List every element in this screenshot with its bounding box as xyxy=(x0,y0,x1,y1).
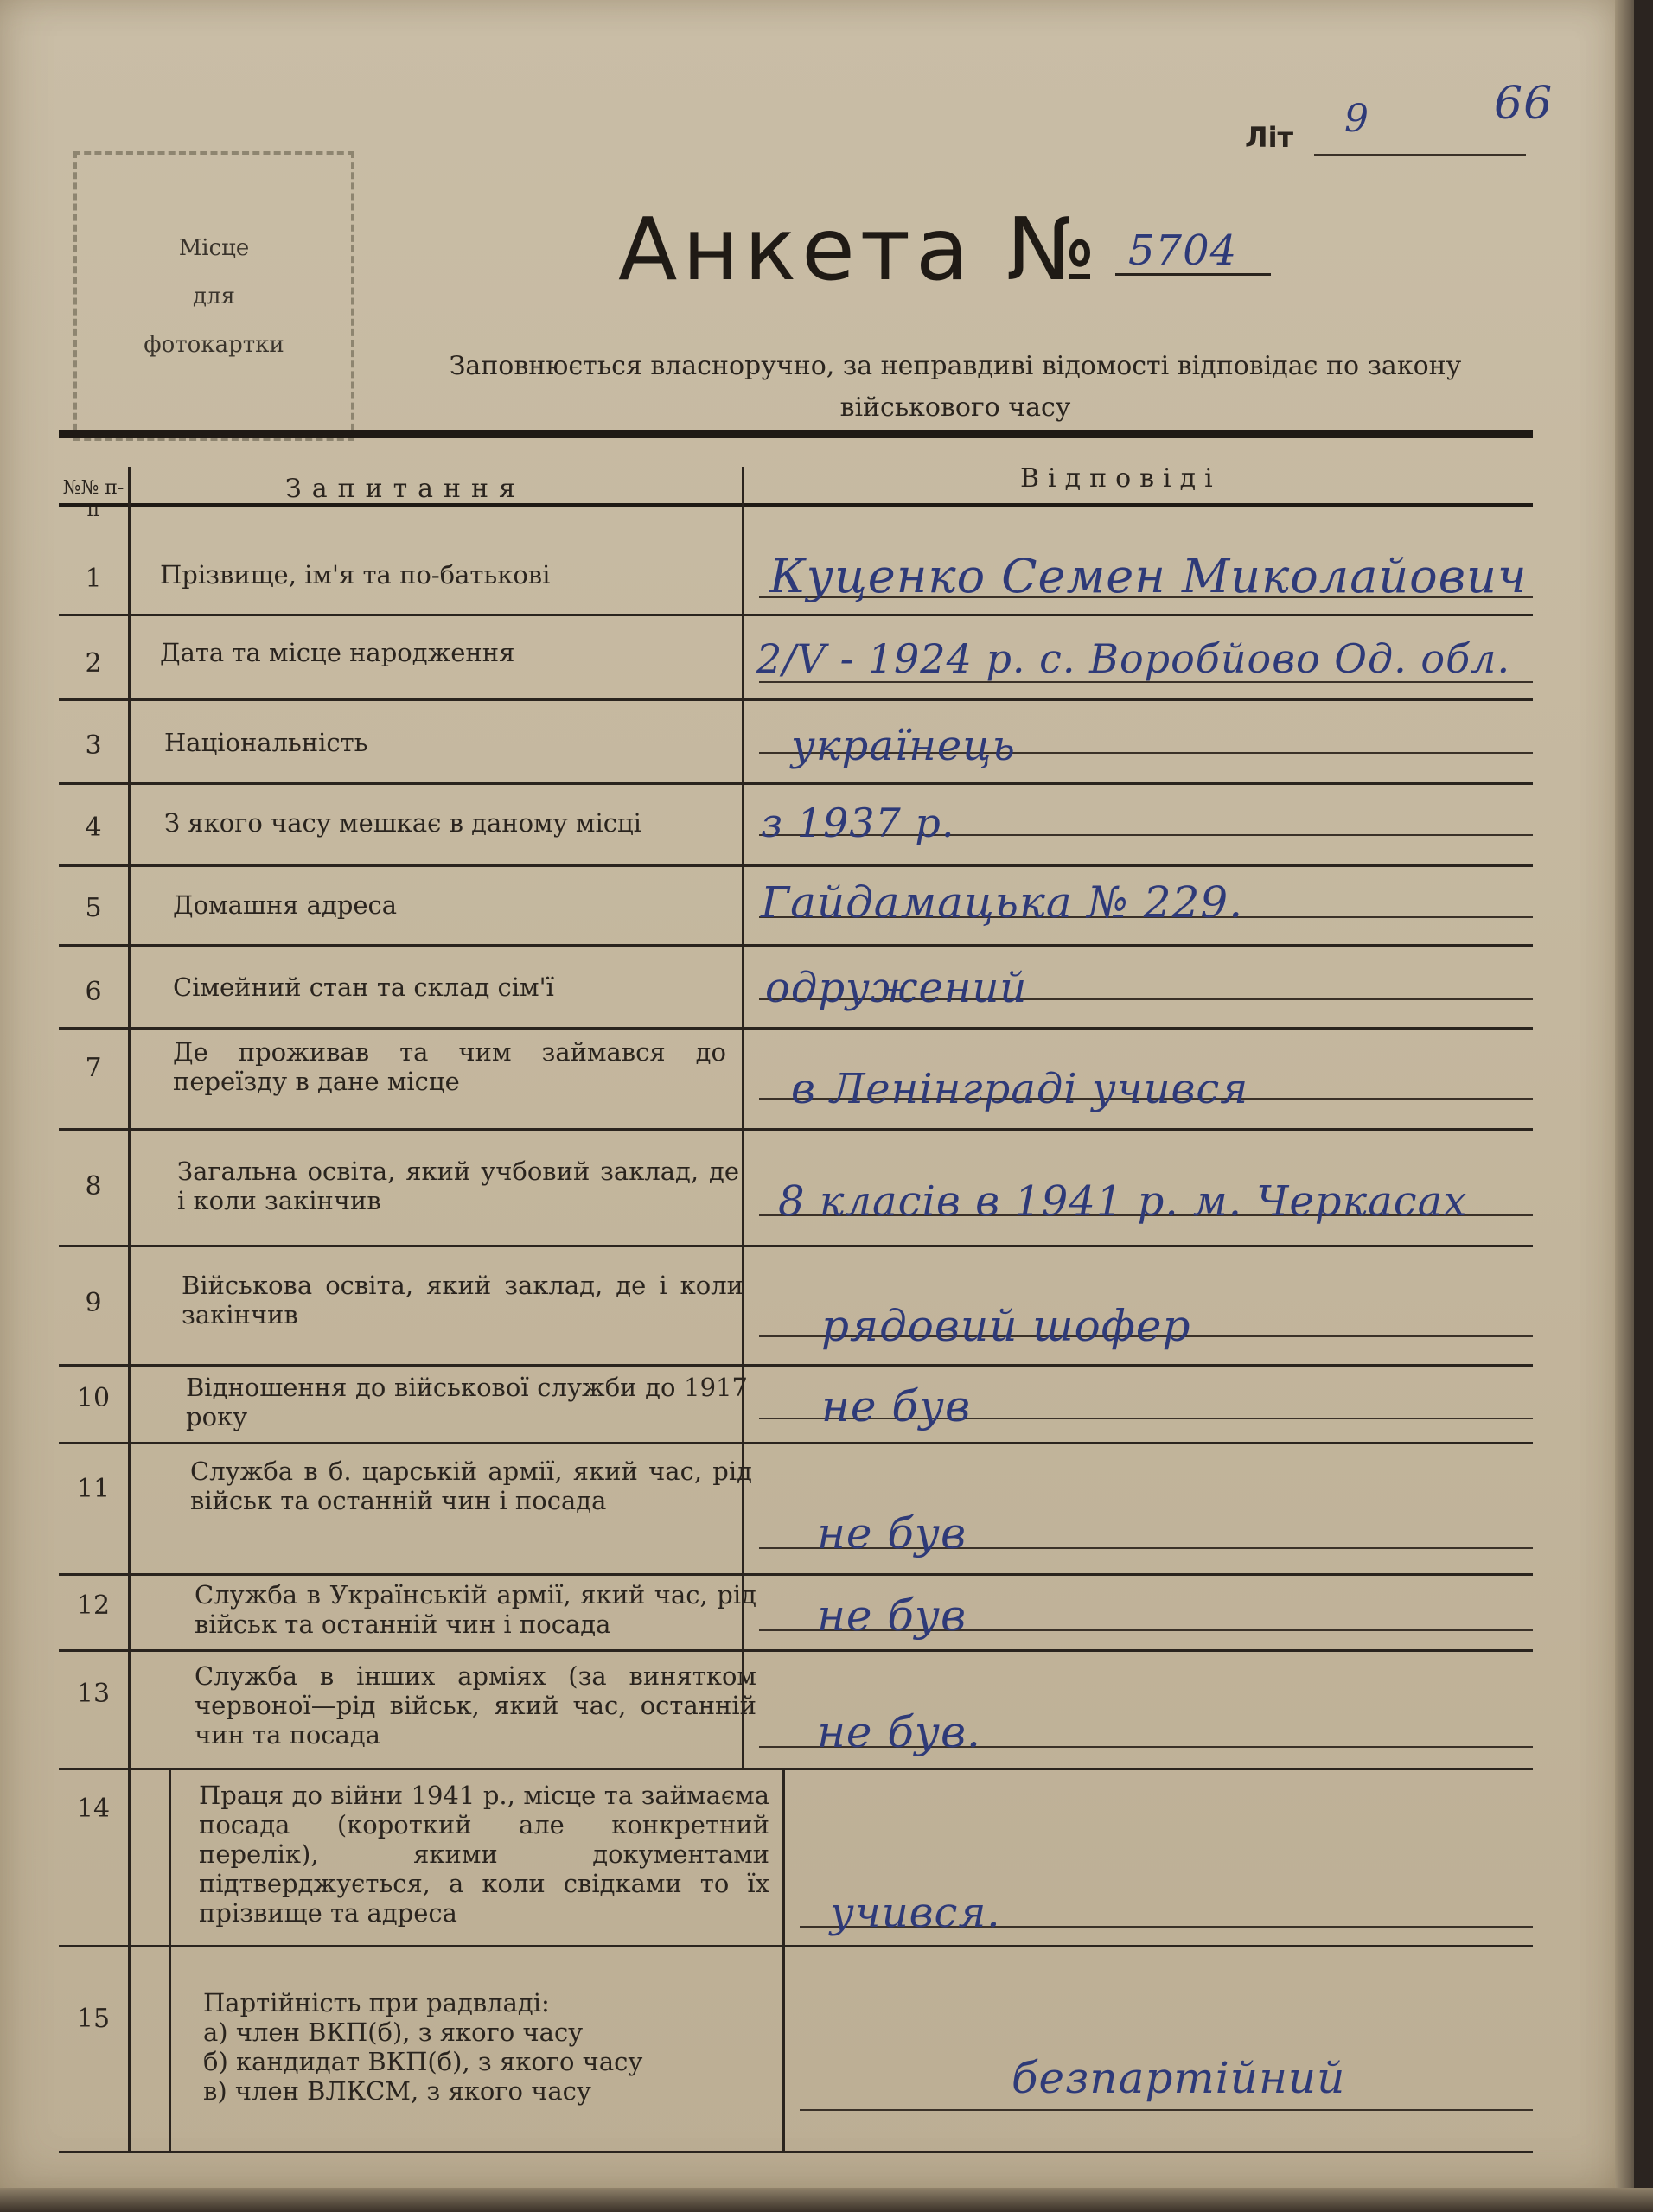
row-question: Партійність при радвладі: xyxy=(203,1988,550,2018)
page-title: Анкета № xyxy=(618,199,1102,300)
row-number: 6 xyxy=(85,977,102,1007)
row-answer: рядовий шофер xyxy=(821,1301,1191,1351)
answer-underline xyxy=(800,2109,1533,2111)
row-separator xyxy=(59,1027,1533,1030)
row-question-option: б) кандидат ВКП(б), з якого часу xyxy=(203,2047,643,2076)
row-number: 12 xyxy=(76,1590,111,1621)
column-header-question: Запитання xyxy=(285,474,526,504)
paper-edge xyxy=(1615,0,1634,2212)
row-answer: не був xyxy=(821,1381,972,1431)
row-number: 8 xyxy=(85,1171,102,1202)
row-answer: 8 класів в 1941 р. м. Черкасах xyxy=(778,1177,1468,1226)
page-bottom-edge xyxy=(0,2188,1653,2212)
row-separator xyxy=(59,944,1533,947)
row-answer: 2/V - 1924 р. с. Воробйово Од. обл. xyxy=(756,635,1511,682)
row-question-block xyxy=(203,1988,774,2106)
row-number: 13 xyxy=(76,1679,111,1709)
row-question: Військова освіта, який заклад, де і коли закінчив xyxy=(182,1271,744,1329)
row-question: Праця до війни 1941 р., місце та займаєма посада (короткий але конкретний перелік), якими документами підтверджується, а коли свідками то їх прізвище та адреса xyxy=(199,1781,769,1928)
row-separator xyxy=(59,1573,1533,1576)
row-answer: в Ленінграді учився xyxy=(791,1065,1249,1113)
row-separator xyxy=(59,1245,1533,1247)
column-divider-number xyxy=(128,467,131,2152)
row-answer: учився. xyxy=(830,1889,1001,1937)
row-question: Прізвище, ім'я та по-батькові xyxy=(160,560,551,590)
row-number: 2 xyxy=(85,648,102,679)
row-question: Відношення до військової служби до 1917 року xyxy=(186,1373,748,1431)
row-separator xyxy=(59,698,1533,701)
row-question: Служба в інших арміях (за винятком червоної—рід військ, який час, останній чин та посада xyxy=(195,1661,756,1750)
lit-label: Літ xyxy=(1245,121,1294,154)
row-number: 1 xyxy=(85,564,102,594)
photo-label-line2: для xyxy=(193,283,235,309)
questionnaire-number: 5704 xyxy=(1128,226,1238,275)
row-question: Дата та місце народження xyxy=(160,638,515,667)
row-number: 7 xyxy=(85,1053,102,1083)
row-question: Служба в Українській армії, який час, рід військ та останній чин і посада xyxy=(195,1580,756,1639)
lit-value: 9 xyxy=(1344,97,1369,141)
row-answer: не був xyxy=(817,1508,967,1559)
row-number: 9 xyxy=(85,1288,102,1318)
header-top-rule xyxy=(59,430,1533,438)
row-answer: безпартійний xyxy=(1012,2053,1346,2103)
row-question: Домашня адреса xyxy=(173,890,398,920)
row-question-option: в) член ВЛКСМ, з якого часу xyxy=(203,2076,591,2106)
column-header-number: №№ п-п xyxy=(62,477,124,521)
row-answer: українець xyxy=(791,722,1016,770)
row-question: Загальна освіта, який учбовий заклад, де і коли закінчив xyxy=(177,1157,739,1215)
column-divider-number-lower xyxy=(169,1768,171,2152)
subtitle-line2: військового часу xyxy=(839,392,1071,423)
header-bottom-rule xyxy=(59,503,1533,507)
row-separator xyxy=(59,1364,1533,1367)
row-number: 11 xyxy=(76,1474,111,1504)
row-question: З якого часу мешкає в даному місці xyxy=(164,808,641,838)
row-answer: з 1937 р. xyxy=(761,800,955,846)
row-separator xyxy=(59,1768,1533,1770)
row-number: 10 xyxy=(76,1383,111,1413)
row-answer: Куценко Семен Миколайович xyxy=(769,549,1528,603)
subtitle-line1: Заповнюється власноручно, за неправдиві відомості відповідає по закону xyxy=(449,351,1462,381)
photo-placeholder xyxy=(73,151,354,441)
row-question: Служба в б. царській армії, який час, рід військ та останній чин і посада xyxy=(190,1457,752,1515)
row-question: Національність xyxy=(164,728,368,757)
row-answer: не був. xyxy=(817,1707,981,1757)
page-subtitle xyxy=(380,346,1530,429)
row-separator xyxy=(59,782,1533,785)
lit-extra: 66 xyxy=(1494,78,1554,130)
row-separator xyxy=(59,1649,1533,1652)
row-number: 4 xyxy=(85,813,102,843)
row-number: 14 xyxy=(76,1794,111,1824)
row-separator xyxy=(59,614,1533,616)
row-separator xyxy=(59,1442,1533,1444)
row-answer: не був xyxy=(817,1590,967,1641)
row-number: 5 xyxy=(85,893,102,923)
photo-label-line1: Місце xyxy=(178,234,250,261)
row-separator xyxy=(59,2151,1533,2153)
row-question: Де проживав та чим займався до переїзду в дане місце xyxy=(173,1037,726,1096)
photo-label-line3: фотокартки xyxy=(144,331,284,358)
lit-underline xyxy=(1314,154,1526,156)
row-separator xyxy=(59,1945,1533,1947)
row-number: 15 xyxy=(76,2004,111,2034)
row-answer: одружений xyxy=(765,964,1028,1012)
row-question: Сімейний стан та склад сім'ї xyxy=(173,972,554,1002)
row-separator xyxy=(59,1128,1533,1131)
row-number: 3 xyxy=(85,730,102,761)
row-question-option: а) член ВКП(б), з якого часу xyxy=(203,2018,584,2047)
column-header-answer: Відповіді xyxy=(1020,463,1222,494)
row-separator xyxy=(59,864,1533,867)
row-answer: Гайдамацька № 229. xyxy=(761,877,1244,928)
column-divider-question-lower xyxy=(782,1768,785,2152)
